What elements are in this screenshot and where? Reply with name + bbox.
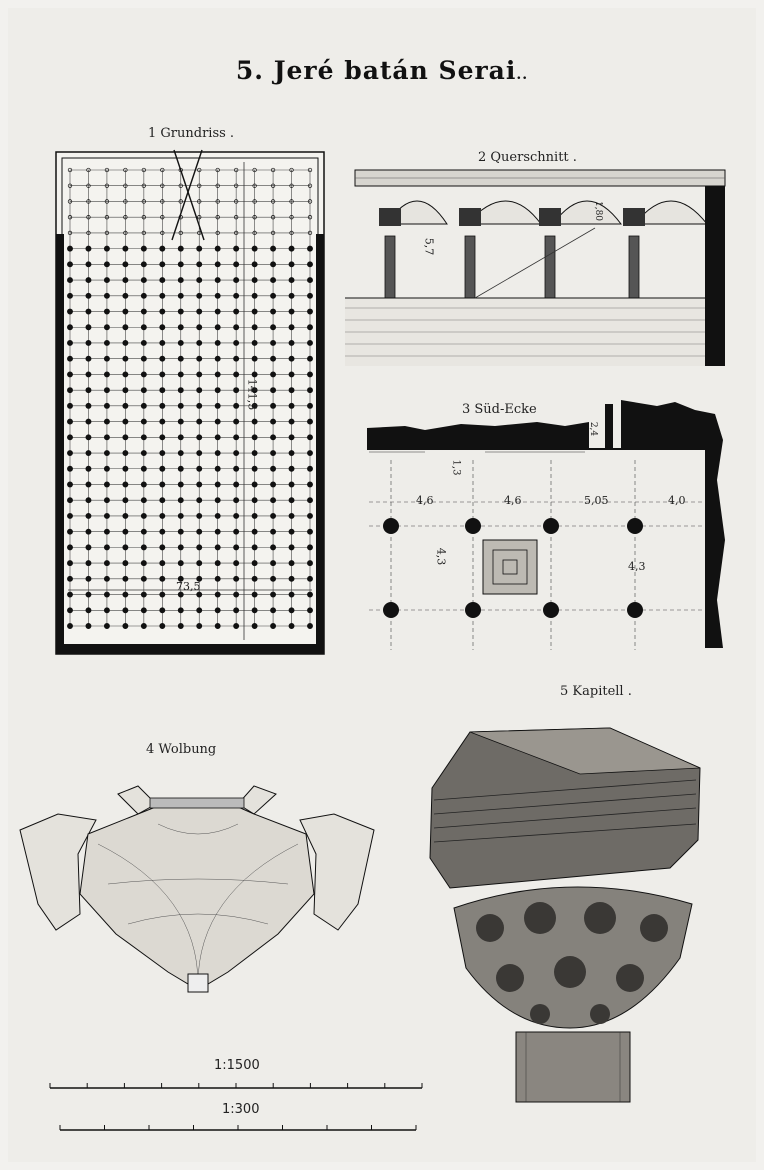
grundriss-height-dim: 141,5 bbox=[245, 378, 259, 411]
sued-dim-2: 4,6 bbox=[504, 494, 522, 507]
querschnitt-label: 2 Querschnitt . bbox=[478, 150, 577, 165]
sued-dim-top: 1,3 bbox=[450, 459, 462, 476]
sued-ecke-figure bbox=[365, 400, 727, 652]
kapitell-label: 5 Kapitell . bbox=[560, 684, 632, 699]
scale-bar-1500 bbox=[48, 1080, 424, 1092]
woelbung-label: 4 Wolbung bbox=[146, 742, 217, 757]
querschnitt-height-dim: 5,7 bbox=[422, 237, 436, 256]
sued-dim-1: 4,6 bbox=[416, 494, 434, 507]
sued-dim-4: 4,0 bbox=[668, 494, 686, 507]
sued-dim-3: 5,05 bbox=[584, 494, 609, 507]
grundriss-width-dim: 73,5 bbox=[176, 580, 201, 593]
scale-1500-label: 1:1500 bbox=[214, 1058, 260, 1073]
sued-ecke-label: 3 Süd-Ecke bbox=[462, 402, 537, 417]
woelbung-figure bbox=[18, 784, 376, 994]
kapitell-figure bbox=[430, 728, 710, 1102]
plate-title: 5. Jeré batán Serai.. bbox=[235, 56, 529, 85]
querschnitt-arch-dim: 1,80 bbox=[593, 200, 604, 222]
sued-dim-side: 4,3 bbox=[434, 547, 448, 566]
scale-bar-300 bbox=[58, 1122, 418, 1134]
querschnitt-figure bbox=[345, 168, 727, 366]
grundriss-label: 1 Grundriss . bbox=[148, 126, 235, 141]
sued-dim-right: 4,3 bbox=[628, 560, 646, 573]
sued-dim-wall: 2,4 bbox=[588, 421, 599, 437]
scale-300-label: 1:300 bbox=[222, 1102, 260, 1117]
